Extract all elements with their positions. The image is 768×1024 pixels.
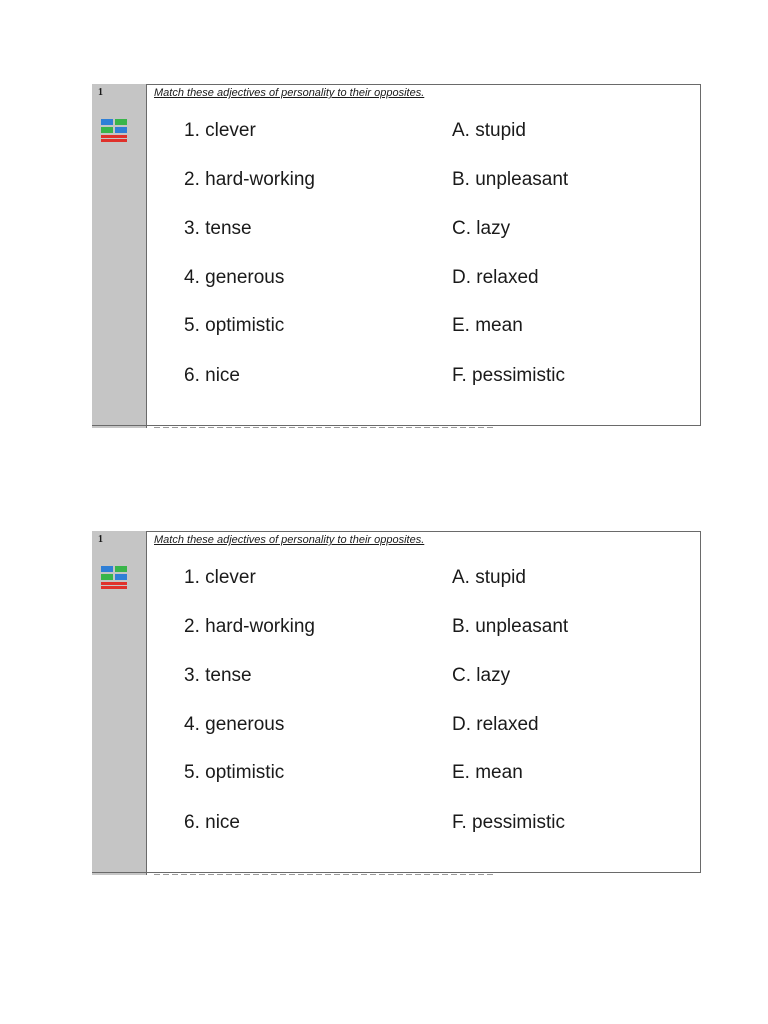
left-item-3: 3. tense: [184, 218, 252, 239]
next-exercise-row-cutoff: [92, 425, 701, 428]
matching-blocks-icon: [100, 565, 128, 591]
left-item-2: 2. hard-working: [184, 616, 315, 637]
next-row-sidebar-stub: [92, 873, 147, 875]
exercise-instruction: Match these adjectives of personality to their opposites.: [154, 534, 425, 546]
left-item-4: 4. generous: [184, 714, 285, 735]
next-row-sidebar-stub: [92, 426, 147, 428]
matching-blocks-icon: [100, 118, 128, 144]
next-row-cropped-text: [154, 874, 494, 875]
right-item-c: C. lazy: [452, 218, 511, 239]
right-item-e: E. mean: [452, 315, 523, 336]
right-item-e: E. mean: [452, 762, 523, 783]
left-item-4: 4. generous: [184, 267, 285, 288]
right-item-b: B. unpleasant: [452, 169, 569, 190]
right-item-d: D. relaxed: [452, 714, 539, 735]
left-item-6: 6. nice: [184, 365, 240, 386]
exercise-sidebar: [92, 84, 147, 426]
next-row-cropped-text: [154, 427, 494, 428]
exercise-card-2: [92, 531, 701, 875]
right-item-c: C. lazy: [452, 665, 511, 686]
exercise-card-1: [92, 84, 701, 428]
left-item-3: 3. tense: [184, 665, 252, 686]
exercise-number: 1: [98, 87, 103, 98]
left-item-6: 6. nice: [184, 812, 240, 833]
right-item-b: B. unpleasant: [452, 616, 569, 637]
left-item-5: 5. optimistic: [184, 762, 285, 783]
left-item-1: 1. clever: [184, 567, 256, 588]
right-item-d: D. relaxed: [452, 267, 539, 288]
right-item-f: F. pessimistic: [452, 365, 565, 386]
left-item-1: 1. clever: [184, 120, 256, 141]
exercise-sidebar: [92, 531, 147, 873]
exercise-instruction: Match these adjectives of personality to their opposites.: [154, 87, 425, 99]
right-item-f: F. pessimistic: [452, 812, 565, 833]
right-item-a: A. stupid: [452, 120, 526, 141]
left-item-5: 5. optimistic: [184, 315, 285, 336]
left-item-2: 2. hard-working: [184, 169, 315, 190]
right-item-a: A. stupid: [452, 567, 526, 588]
next-exercise-row-cutoff: [92, 872, 701, 875]
exercise-number: 1: [98, 534, 103, 545]
